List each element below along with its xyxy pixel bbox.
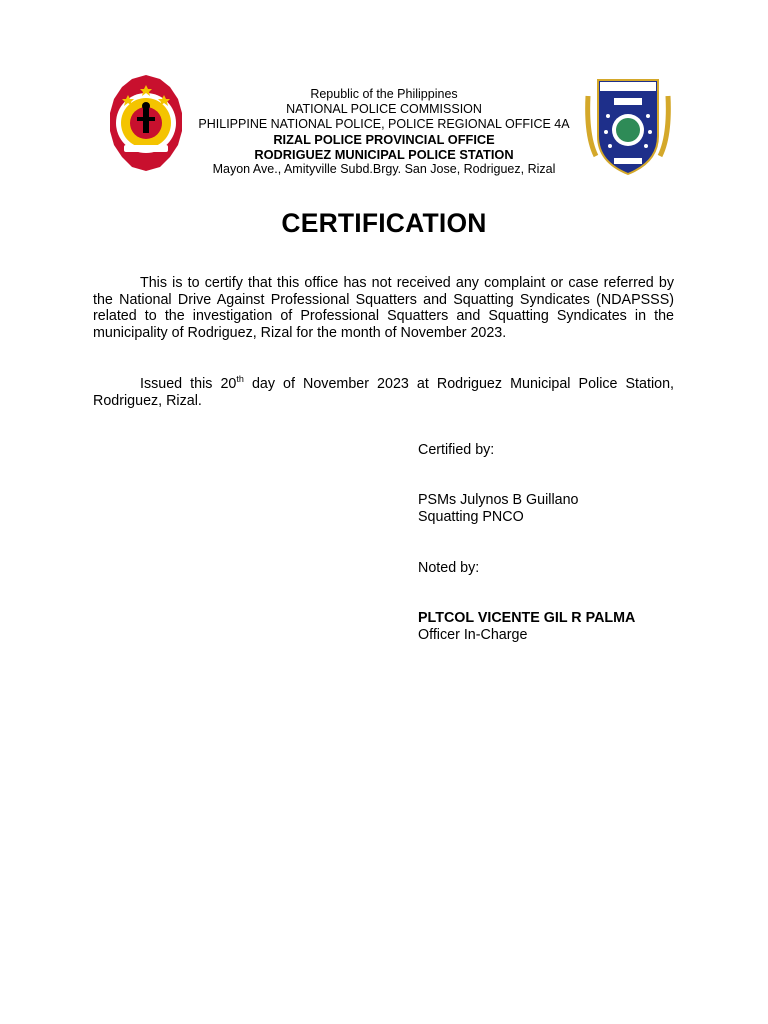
letterhead-country: Republic of the Philippines bbox=[310, 87, 458, 101]
issuance-paragraph bbox=[93, 376, 674, 409]
certifier-title: Squatting PNCO bbox=[418, 509, 524, 525]
noter-title: Officer In-Charge bbox=[418, 627, 528, 643]
certifier-name: PSMs Julynos B Guillano bbox=[418, 492, 579, 508]
letterhead bbox=[150, 87, 618, 177]
certification-paragraph bbox=[93, 275, 674, 342]
letterhead-station: RODRIGUEZ MUNICIPAL POLICE STATION bbox=[254, 147, 514, 162]
certified-by-label: Certified by: bbox=[418, 442, 495, 458]
noted-by-label: Noted by: bbox=[418, 560, 480, 576]
document-title: CERTIFICATION bbox=[281, 208, 487, 238]
ordinal-suffix: th bbox=[236, 374, 244, 385]
issued-text-pre: Issued this 20 bbox=[140, 376, 237, 392]
letterhead-regional-office: PHILIPPINE NATIONAL POLICE, POLICE REGIONAL OFFICE 4A bbox=[198, 117, 570, 131]
paragraph-text: This is to certify that this office has not received any complaint or case referred by the National Drive Against Professional Squatters and Squatting Syndicates (NDAPSSS) related to the investigation of Professional Squatters and Squatting Syndicates in the municipality of Rodriguez, Rizal for the month of November 2023. bbox=[93, 275, 674, 342]
letterhead-provincial-office: RIZAL POLICE PROVINCIAL OFFICE bbox=[273, 132, 495, 147]
letterhead-address: Mayon Ave., Amityville Subd.Brgy. San Jose, Rodriguez, Rizal bbox=[212, 162, 556, 176]
letterhead-commission: NATIONAL POLICE COMMISSION bbox=[286, 102, 482, 116]
noter-name: PLTCOL VICENTE GIL R PALMA bbox=[418, 610, 636, 626]
issued-text-post: day of November 2023 at Rodriguez Municipal Police Station, Rodriguez, Rizal. bbox=[93, 376, 675, 409]
